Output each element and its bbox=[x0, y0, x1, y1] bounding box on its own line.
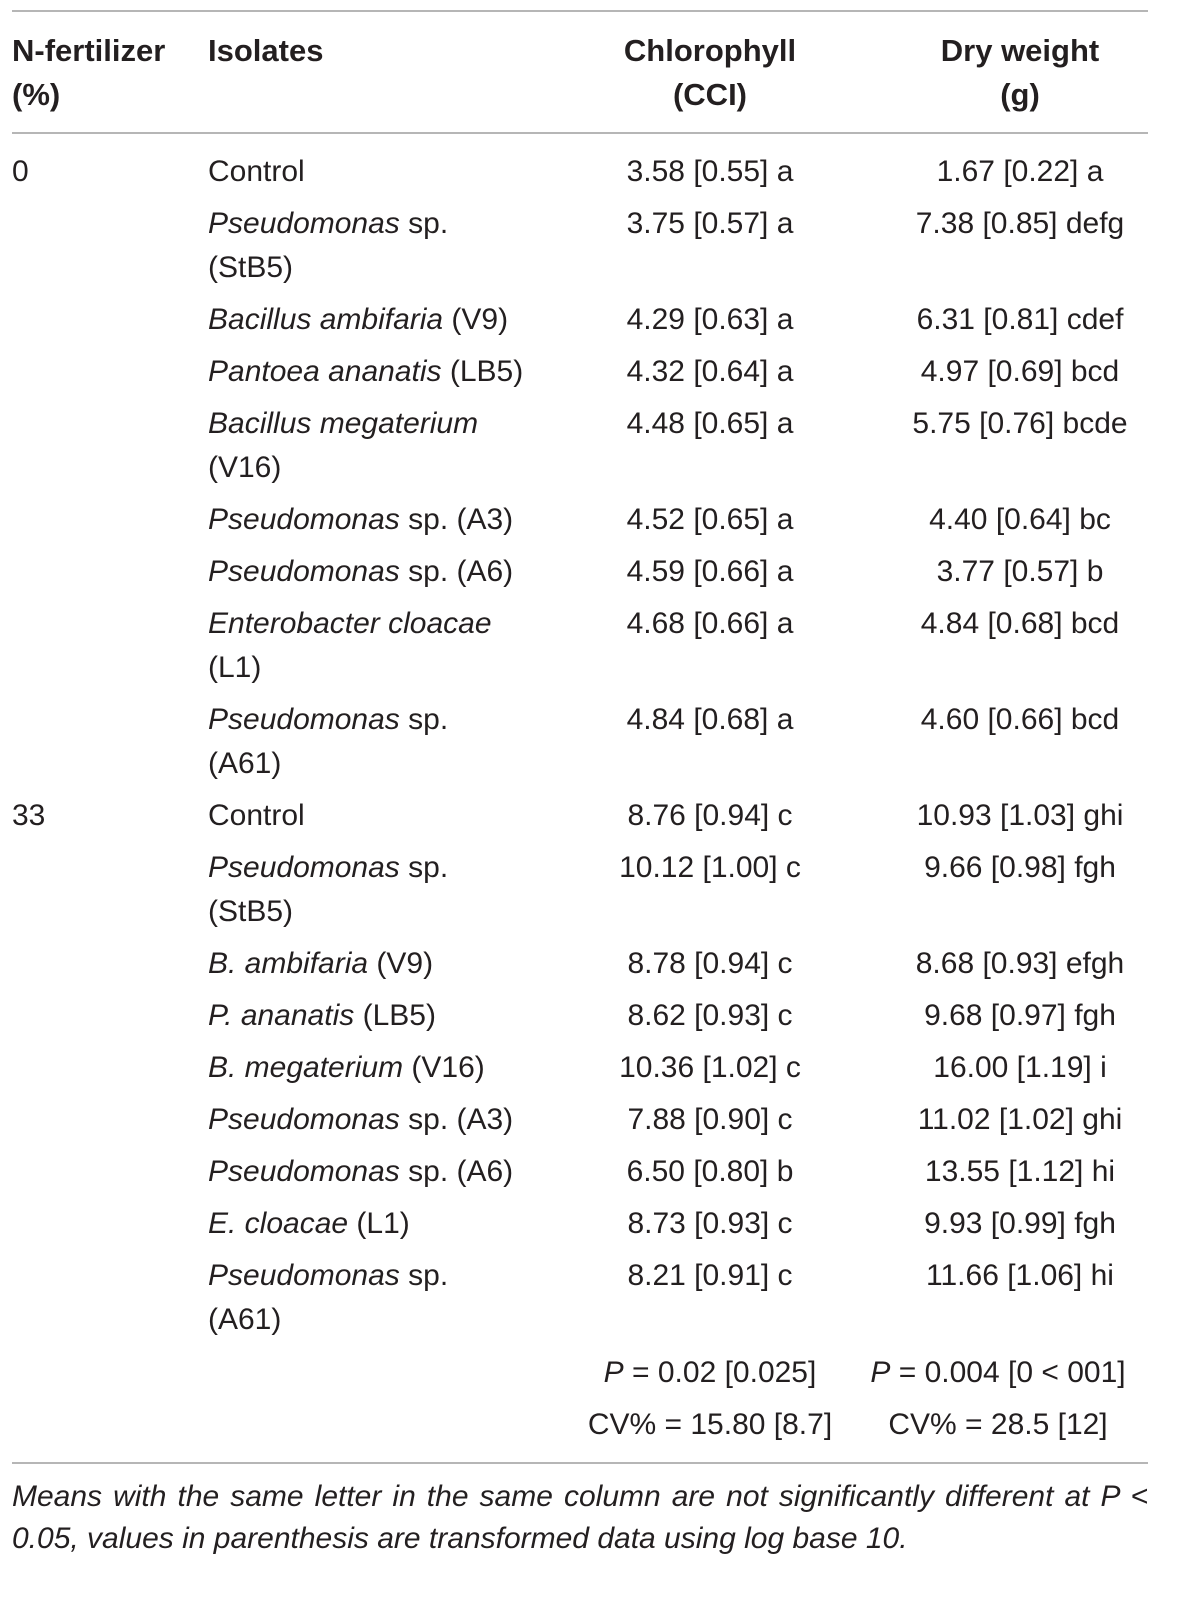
cell-isolate bbox=[208, 1254, 448, 1298]
header-dry-weight: Dry weight (g) bbox=[940, 33, 1100, 112]
cell-chlorophyll: 8.73 [0.93] c bbox=[627, 1207, 793, 1240]
cell-dry-weight: 10.93 [1.03] ghi bbox=[916, 799, 1124, 832]
cell-isolate bbox=[208, 1098, 513, 1142]
cell-isolate bbox=[208, 550, 513, 594]
cell-dry-weight: 5.75 [0.76] bcde bbox=[912, 407, 1128, 440]
cell-chlorophyll: 8.62 [0.93] c bbox=[627, 999, 793, 1032]
cell-isolate bbox=[208, 794, 305, 838]
isolate-strain-line2: (A61) bbox=[208, 1303, 282, 1336]
cell-isolate bbox=[208, 402, 478, 446]
cell-dry-weight: 9.68 [0.97] fgh bbox=[924, 999, 1116, 1032]
cell-dry-weight: 9.93 [0.99] fgh bbox=[924, 1207, 1116, 1240]
isolate-strain-line2: (L1) bbox=[208, 651, 262, 684]
cell-chlorophyll: 10.12 [1.00] c bbox=[619, 851, 801, 884]
cell-dry-weight: 7.38 [0.85] defg bbox=[915, 207, 1125, 240]
dry-weight-cv: CV% = 28.5 [12] bbox=[888, 1408, 1108, 1441]
isolate-species: E. cloacae bbox=[208, 1207, 349, 1240]
isolate-species: Enterobacter cloacae bbox=[208, 607, 492, 640]
isolate-strain: sp. (A3) bbox=[399, 503, 514, 536]
isolate-strain-line2: (A61) bbox=[208, 747, 282, 780]
cell-isolate bbox=[208, 498, 513, 542]
cell-chlorophyll: 4.29 [0.63] a bbox=[626, 303, 794, 336]
cell-chlorophyll: 8.21 [0.91] c bbox=[627, 1259, 793, 1292]
cell-dry-weight: 8.68 [0.93] efgh bbox=[915, 947, 1125, 980]
cell-dry-weight: 4.60 [0.66] bcd bbox=[920, 703, 1120, 736]
isolate-species: Pseudomonas bbox=[208, 1155, 400, 1188]
cell-dry-weight: 13.55 [1.12] hi bbox=[924, 1155, 1116, 1188]
cell-isolate bbox=[208, 150, 305, 194]
cell-chlorophyll: 4.59 [0.66] a bbox=[626, 555, 794, 588]
cell-isolate bbox=[208, 698, 448, 742]
isolate-species: Pseudomonas bbox=[208, 207, 400, 240]
cell-dry-weight: 16.00 [1.19] i bbox=[933, 1051, 1107, 1084]
isolate-strain: (V16) bbox=[403, 1051, 485, 1084]
isolate-strain: sp. bbox=[399, 1259, 449, 1292]
chlorophyll-cv: CV% = 15.80 [8.7] bbox=[587, 1408, 833, 1441]
isolate-species: Pseudomonas bbox=[208, 503, 400, 536]
cell-isolate bbox=[208, 1150, 513, 1194]
isolate-strain: (V9) bbox=[443, 303, 509, 336]
cell-isolate bbox=[208, 602, 492, 646]
chlorophyll-p-value: P = 0.02 [0.025] bbox=[603, 1356, 817, 1389]
cell-chlorophyll: 7.88 [0.90] c bbox=[627, 1103, 793, 1136]
cell-dry-weight: 11.66 [1.06] hi bbox=[926, 1259, 1114, 1292]
cell-dry-weight: 4.40 [0.64] bc bbox=[929, 503, 1111, 536]
isolate-strain: sp. bbox=[399, 851, 449, 884]
cell-chlorophyll: 3.58 [0.55] a bbox=[626, 155, 794, 188]
isolate-strain: sp. (A6) bbox=[399, 555, 514, 588]
dry-weight-p-value: P = 0.004 [0 < 001] bbox=[870, 1356, 1126, 1389]
isolate-strain-line2: (StB5) bbox=[208, 895, 294, 928]
cell-chlorophyll: 3.75 [0.57] a bbox=[626, 207, 794, 240]
cell-chlorophyll: 4.84 [0.68] a bbox=[626, 703, 794, 736]
cell-chlorophyll: 8.76 [0.94] c bbox=[627, 799, 793, 832]
footnote: Means with the same letter in the same column are not significantly different at P < 0.05, values in parenthesis are transformed data using log base 10. bbox=[12, 1480, 1148, 1555]
cell-chlorophyll: 4.52 [0.65] a bbox=[626, 503, 794, 536]
top-rule bbox=[12, 10, 1148, 12]
cell-dry-weight: 1.67 [0.22] a bbox=[936, 155, 1104, 188]
isolate-species: B. megaterium bbox=[208, 1051, 404, 1084]
isolate-species: Pseudomonas bbox=[208, 851, 400, 884]
isolate-species: Pseudomonas bbox=[208, 555, 400, 588]
cell-isolate bbox=[208, 202, 448, 246]
isolate-strain: (L1) bbox=[348, 1207, 410, 1240]
isolate-strain: sp. bbox=[399, 207, 449, 240]
cell-dry-weight: 9.66 [0.98] fgh bbox=[924, 851, 1116, 884]
cell-isolate bbox=[208, 846, 448, 890]
cell-chlorophyll: 4.68 [0.66] a bbox=[626, 607, 794, 640]
cell-isolate bbox=[208, 1202, 410, 1246]
isolate-species: Bacillus ambifaria bbox=[208, 303, 444, 336]
cell-isolate bbox=[208, 1046, 485, 1090]
isolate-species: Bacillus megaterium bbox=[208, 407, 479, 440]
cell-chlorophyll: 10.36 [1.02] c bbox=[619, 1051, 801, 1084]
cell-dry-weight: 4.84 [0.68] bcd bbox=[920, 607, 1120, 640]
cell-isolate bbox=[208, 994, 436, 1038]
isolate-strain: (V9) bbox=[368, 947, 434, 980]
isolate-strain: (LB5) bbox=[441, 355, 524, 388]
header-rule bbox=[12, 132, 1148, 134]
cell-dry-weight: 3.77 [0.57] b bbox=[936, 555, 1104, 588]
isolate-species: B. ambifaria bbox=[208, 947, 369, 980]
header-isolates: Isolates bbox=[208, 33, 324, 68]
isolate-species: Pseudomonas bbox=[208, 1259, 400, 1292]
cell-dry-weight: 4.97 [0.69] bcd bbox=[920, 355, 1120, 388]
cell-isolate bbox=[208, 942, 433, 986]
isolate-strain: sp. bbox=[399, 703, 449, 736]
cell-n-fertilizer: 33 bbox=[12, 799, 46, 832]
header-chlorophyll: Chlorophyll (CCI) bbox=[623, 33, 797, 112]
isolate-strain: Control bbox=[208, 799, 305, 832]
cell-dry-weight: 11.02 [1.02] ghi bbox=[917, 1103, 1123, 1136]
isolate-species: Pseudomonas bbox=[208, 703, 400, 736]
isolate-strain: sp. (A3) bbox=[399, 1103, 514, 1136]
cell-dry-weight: 6.31 [0.81] cdef bbox=[916, 303, 1124, 336]
cell-chlorophyll: 4.48 [0.65] a bbox=[626, 407, 794, 440]
isolate-strain: (LB5) bbox=[354, 999, 436, 1032]
cell-n-fertilizer: 0 bbox=[12, 155, 29, 188]
cell-chlorophyll: 8.78 [0.94] c bbox=[627, 947, 793, 980]
cell-isolate bbox=[208, 350, 523, 394]
isolate-strain: sp. (A6) bbox=[399, 1155, 514, 1188]
isolate-species: Pantoea ananatis bbox=[208, 355, 442, 388]
isolate-strain-line2: (StB5) bbox=[208, 251, 294, 284]
isolate-species: Pseudomonas bbox=[208, 1103, 400, 1136]
isolate-strain-line2: (V16) bbox=[208, 451, 282, 484]
bottom-rule bbox=[12, 1462, 1148, 1464]
isolate-species: P. ananatis bbox=[208, 999, 355, 1032]
header-n-fertilizer: N-fertilizer (%) bbox=[12, 33, 166, 112]
cell-chlorophyll: 6.50 [0.80] b bbox=[626, 1155, 794, 1188]
cell-chlorophyll: 4.32 [0.64] a bbox=[626, 355, 794, 388]
cell-isolate bbox=[208, 298, 508, 342]
isolate-strain: Control bbox=[208, 155, 305, 188]
